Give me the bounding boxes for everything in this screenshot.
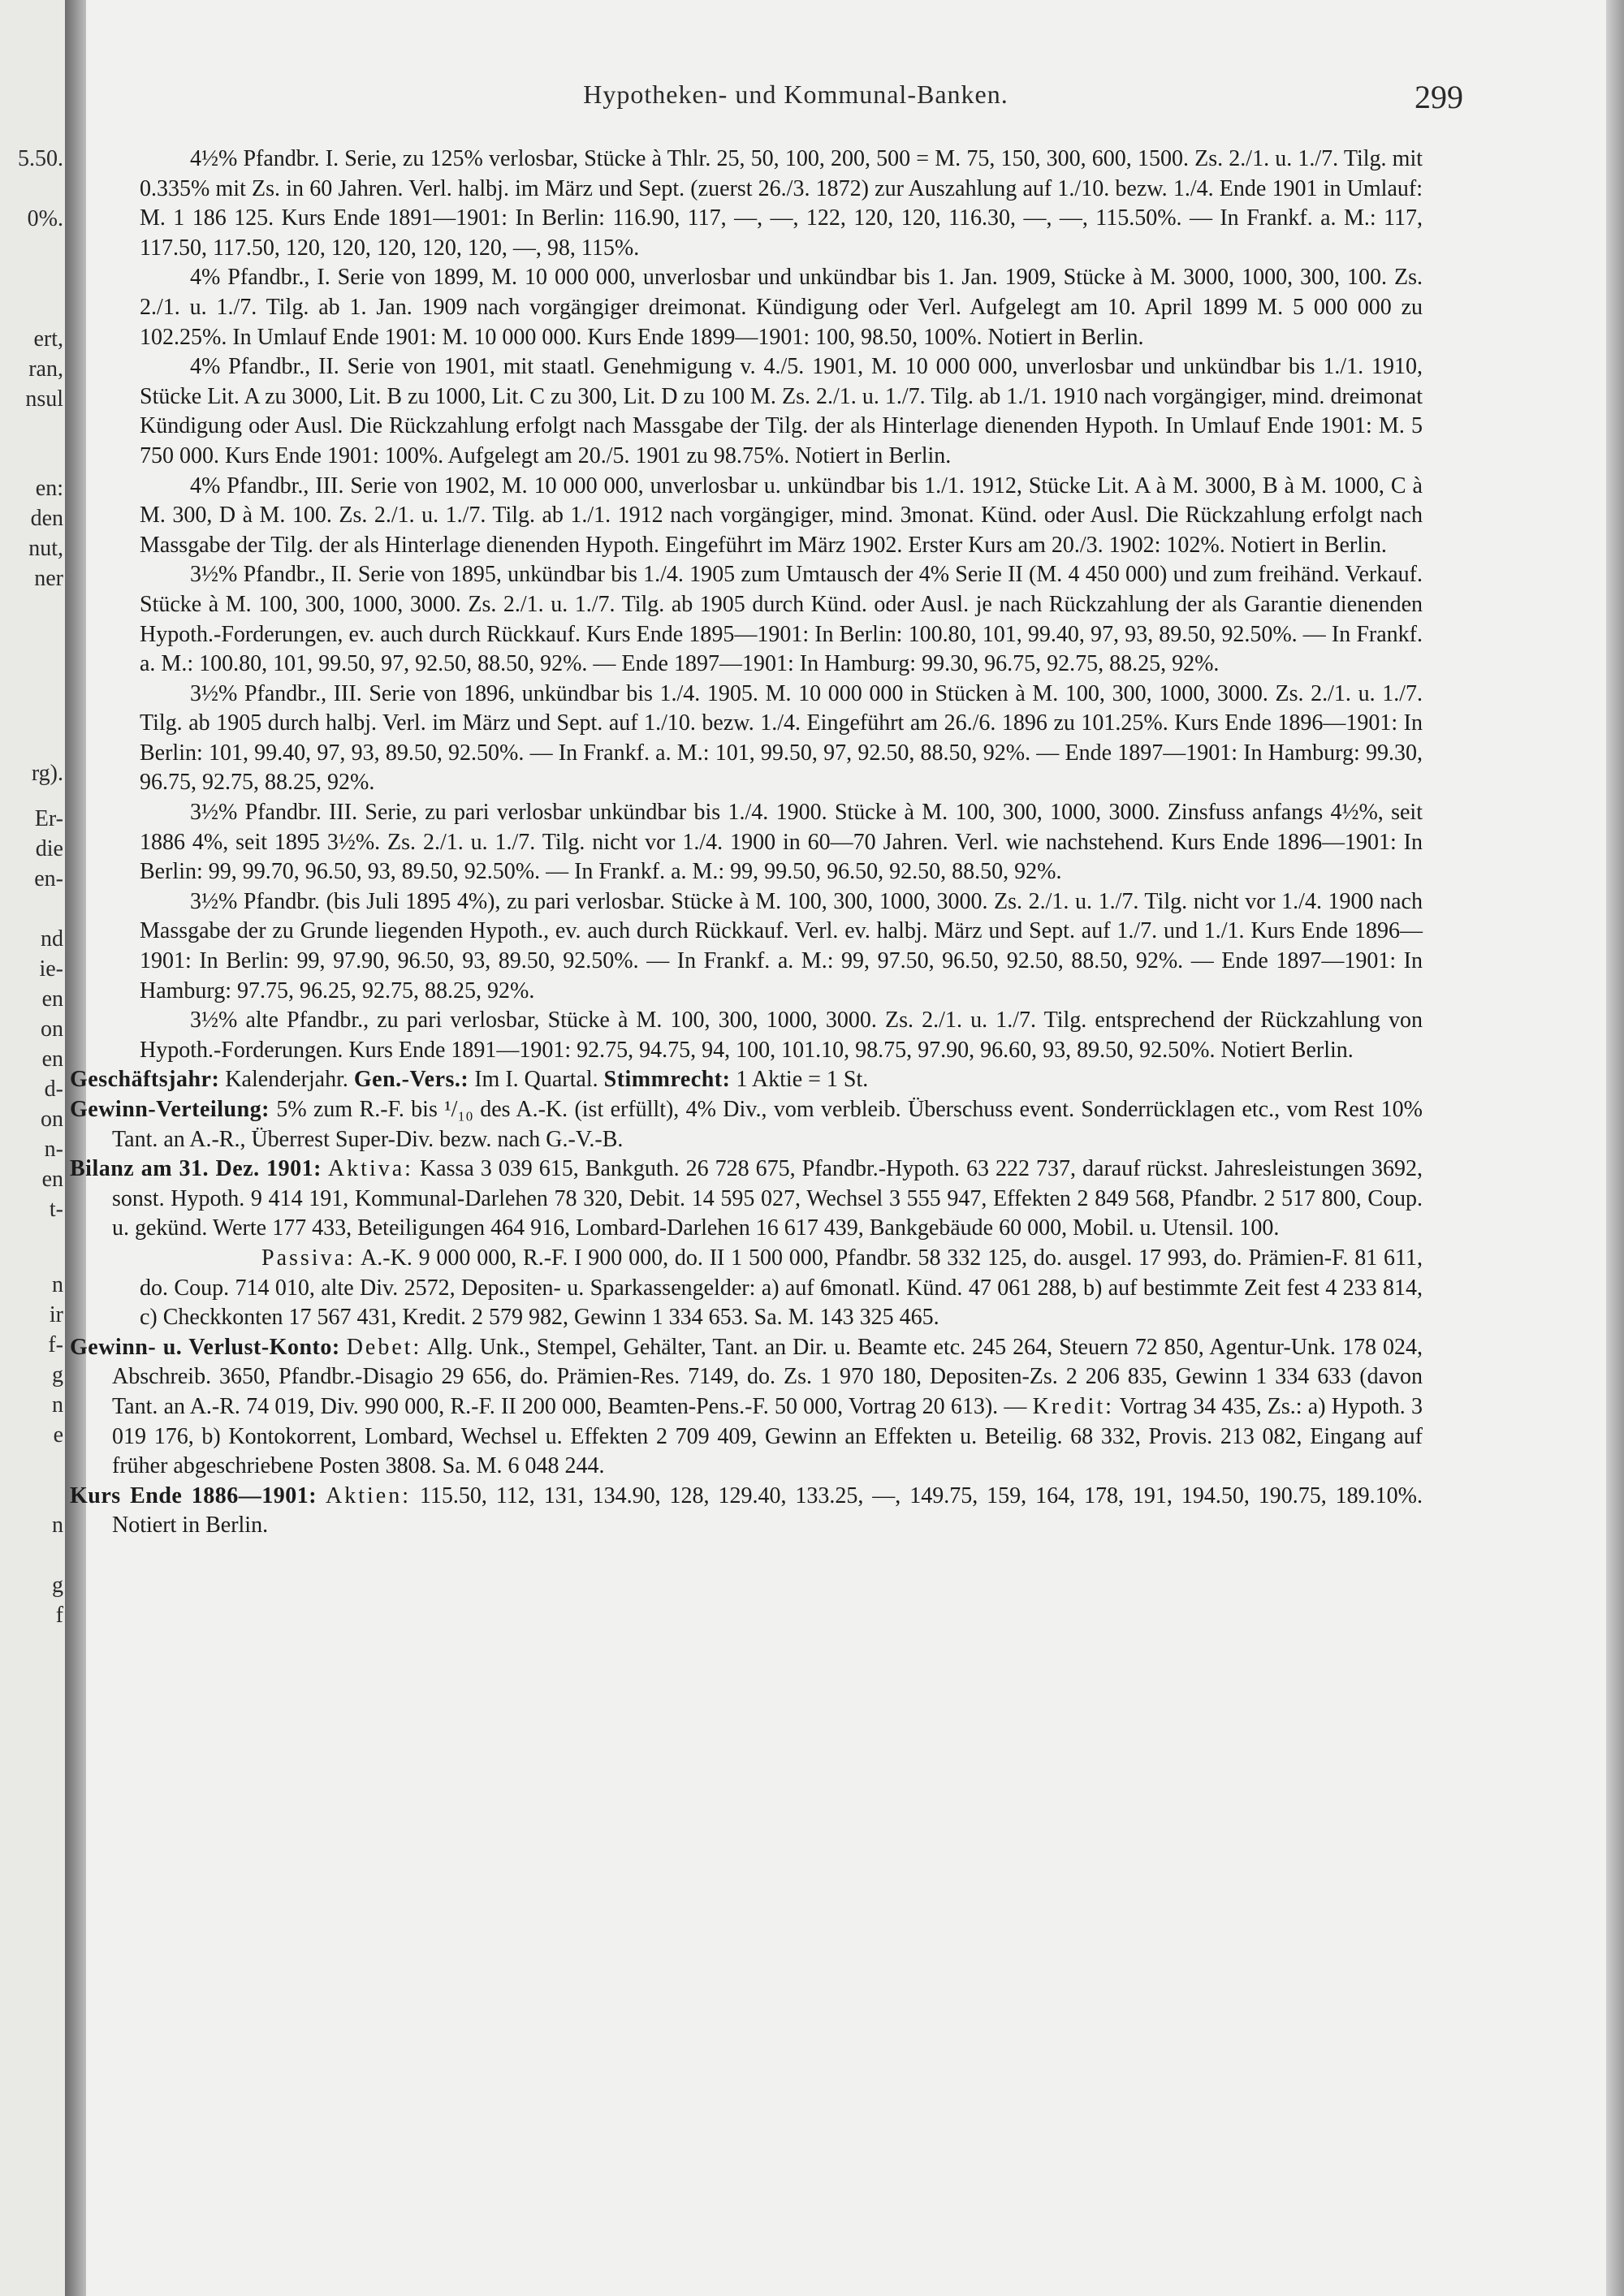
bond-series-paragraph: 3½% Pfandbr., II. Serie von 1895, unkündbar bis 1./4. 1905 zum Umtausch der 4% Serie II (M. 4 450 000) und zum freihänd. Verkauf. Stücke à M. 100, 300, 1000, 3000. Zs. 2./1. u. 1./7. Tilg. ab 1905 durch Künd. oder Ausl. je nach Rückzahlung der als Garantie dienenden Hypoth.-Forderungen, ev. auch durch Rückkauf. Kurs Ende 1895—1901: In Berlin: 100.80, 101, 99.40, 97, 93, 89.50, 92.50%. — In Frankf. a. M.: 100.80, 101, 99.50, 97, 92.50, 88.50, 92%. — Ende 1897—1901: In Hamburg: 99.30, 96.75, 92.75, 88.25, 92%. [140,562,1423,677]
document-body [70,145,1423,1541]
margin-fragment: en [41,986,63,1012]
bond-series-paragraph: 3½% alte Pfandbr., zu pari verlosbar, Stücke à M. 100, 300, 1000, 3000. Zs. 2./1. u. 1./7. Tilg. entsprechend der Rückzahlung von Hypoth.-Forderungen. Kurs Ende 1891—1901: 92.75, 94.75, 94, 100, 101.10, 98.75, 97.90, 96.60, 93, 89.50, 92.50%. Notiert Berlin. [140,1008,1423,1063]
margin-fragment: ran, [28,356,63,382]
margin-fragment: die [35,836,63,861]
margin-fragment: nut, [28,536,63,561]
margin-fragment: t- [49,1197,63,1222]
margin-fragment: f- [48,1332,63,1357]
stimmrecht-text: 1 Aktie = 1 St. [736,1067,869,1093]
genvers-text: Im I. Quartal. [474,1067,598,1093]
gewinn-verteilung-label: Gewinn-Verteilung: [70,1097,270,1122]
margin-fragment: e [53,1422,63,1448]
kurs-entry [70,1482,1423,1541]
passiva-paragraph [70,1244,1423,1333]
margin-fragment: 0%. [27,206,63,231]
margin-fragment: en [41,1167,63,1192]
bond-series-paragraph: 4% Pfandbr., II. Serie von 1901, mit staatl. Genehmigung v. 4./5. 1901, M. 10 000 000, unverlosbar und unkündbar bis 1./1. 1910, Stücke Lit. A zu 3000, Lit. B zu 1000, Lit. C zu 300, Lit. D zu 100 M. Zs. 2./1. u. 1./7. Tilg. ab 1./1. 1910 nach vorgängiger, mind. dreimonat Kündigung oder Ausl. Die Rückzahlung erfolgt nach Massgabe der Tilg. der als Hinterlage dienenden Hypoth. In Umlauf Ende 1901: M. 5 750 000. Kurs Ende 1901: 100%. Aufgelegt am 20./5. 1901 zu 98.75%. Notiert in Berlin. [140,354,1423,468]
margin-fragment: n- [44,1137,63,1162]
margin-fragment: on [41,1107,63,1132]
kurs-label: Kurs Ende 1886—1901: [70,1482,317,1508]
margin-fragment: ert, [33,326,63,352]
gewinn-verlust-label: Gewinn- u. Verlust-Konto: [70,1334,340,1360]
kurs-text: 115.50, 112, 131, 134.90, 128, 129.40, 133.25, —, 149.75, 159, 164, 178, 191, 194.50, 190.75, 189.10%. Notiert in Berlin. [112,1482,1423,1539]
margin-fragment: nd [41,926,63,952]
margin-fragment: en: [35,476,63,501]
adjacent-page-edge [0,0,65,2296]
bond-series-paragraph: 4½% Pfandbr. I. Serie, zu 125% verlosbar, Stücke à Thlr. 25, 50, 100, 200, 500 = M. 75, 150, 300, 600, 1500. Zs. 2./1. u. 1./7. Tilg. mit 0.335% mit Zs. in 60 Jahren. Verl. halbj. im März und Sept. (zuerst 26./3. 1872) zur Auszahlung auf 1./10. bezw. 1./4. Ende 1901 in Umlauf: M. 1 186 125. Kurs Ende 1891—1901: In Berlin: 116.90, 117, —, —, 122, 120, 120, 116.30, —, —, 115.50%. — In Frankf. a. M.: 117, 117.50, 117.50, 120, 120, 120, 120, 120, —, 98, 115%. [140,146,1423,261]
debet-text: Allg. Unk., Stempel, Gehälter, Tant. an Dir. u. Beamte etc. 245 264, Steuern 72 850, Agentur-Unk. 178 024, Abschreib. 3650, Pfandbr.-Disagio 29 656, do. Prämien-Res. 7149, do. Zs. 1 970 180, Depositen-Zs. 2 206 835, Gewinn 1 334 633 (davon Tant. an A.-R. 74 019, Div. 990 000, R.-F. II 200 000, Beamten-Pens.-F. 50 000, Vortrag 20 613). — [112,1334,1423,1419]
margin-fragment: n [52,1272,63,1297]
gewinn-verteilung-text: 5% zum R.-F. bis ¹/₁₀ des A.-K. (ist erfüllt), 4% Div., vom verbleib. Überschuss event. Sonderrücklagen etc., vom Rest 10% Tant. an A.-R., Überrest Super-Div. bezw. nach G.-V.-B. [112,1097,1423,1152]
margin-fragment: en- [34,866,63,891]
stimmrecht-label: Stimmrecht: [603,1067,731,1093]
aktiva-label: Aktiva: [327,1156,413,1182]
margin-fragment: en [41,1047,63,1072]
aktien-label: Aktien: [326,1482,412,1508]
margin-fragment: n [52,1392,63,1418]
margin-fragment: rg). [31,761,63,786]
bond-series-paragraph: 3½% Pfandbr., III. Serie von 1896, unkündbar bis 1./4. 1905. M. 10 000 000 in Stücken à M. 100, 300, 1000, 3000. Zs. 2./1. u. 1./7. Tilg. ab 1905 durch halbj. Verl. im März und Sept. auf 1./10. bezw. 1./4. Eingeführt am 26./6. 1896 zu 101.25%. Kurs Ende 1896—1901: In Berlin: 101, 99.40, 97, 93, 89.50, 92.50%. — In Frankf. a. M.: 101, 99.50, 97, 92.50, 88.50, 92%. — Ende 1897—1901: In Hamburg: 99.30, 96.75, 92.75, 88.25, 92%. [140,680,1423,796]
bilanz-label: Bilanz am 31. Dez. 1901: [70,1156,322,1182]
geschaeftsjahr-text: Kalenderjahr. [225,1067,348,1093]
margin-fragment: g [52,1362,63,1388]
margin-fragment: den [30,506,63,531]
margin-fragment: Er- [34,806,63,831]
passiva-label: Passiva: [261,1245,356,1271]
bond-series-paragraph: 4% Pfandbr., III. Serie von 1902, M. 10 000 000, unverlosbar u. unkündbar bis 1./1. 1912, Stücke Lit. A à M. 3000, B à M. 1000, C à M. 300, D à M. 100. Zs. 2./1. u. 1./7. Tilg. ab 1./1. 1912 nach vorgängiger, mind. 3monat. Künd. oder Ausl. Die Rückzahlung erfolgt nach Massgabe der Tilg. der als Hinterlage dienenden Hypoth. Eingeführt im März 1902. Erster Kurs am 20./3. 1902: 102%. Notiert in Berlin. [140,473,1423,558]
kredit-label: Kredit: [1032,1393,1114,1419]
margin-fragment: d- [44,1077,63,1102]
genvers-label: Gen.-Vers.: [353,1067,469,1093]
margin-fragment: ie- [39,956,63,982]
margin-fragment: n [52,1513,63,1538]
bilanz-entry [70,1154,1423,1244]
margin-fragment: nsul [25,386,63,412]
gewinn-verlust-entry [70,1333,1423,1482]
page-edge-shadow [1606,0,1624,2296]
geschaeftsjahr-entry [70,1065,1423,1095]
passiva-text: A.-K. 9 000 000, R.-F. I 900 000, do. II 1 500 000, Pfandbr. 58 332 125, do. ausgel. 17 993, do. Prämien-F. 81 611, do. Coup. 714 010, alte Div. 2572, Depositen- u. Sparkassengelder: a) auf 6monatl. Künd. 47 061 288, b) auf bestimmte Zeit fest 4 233 814, c) Checkkonten 17 567 431, Kredit. 2 579 982, Gewinn 1 334 653. Sa. M. 143 325 465. [140,1245,1423,1331]
bond-series-paragraph: 3½% Pfandbr. (bis Juli 1895 4%), zu pari verlosbar. Stücke à M. 100, 300, 1000, 3000. Zs. 2./1. u. 1./7. Tilg. nicht vor 1./4. 1900 nach Massgabe der zu Grunde liegenden Hypoth., ev. auch durch Rückkauf. Verl. ev. halbj. März und Sept. auf 1./7. und 1./1. Kurs Ende 1896—1901: In Berlin: 99, 97.90, 96.50, 93, 89.50, 92.50%. — In Frankf. a. M.: 99, 97.50, 96.50, 92.50, 88.50, 92%. — Ende 1897—1901: In Hamburg: 97.75, 96.25, 92.75, 88.25, 92%. [140,888,1423,1003]
debet-label: Debet: [346,1334,422,1360]
bond-series-paragraph: 3½% Pfandbr. III. Serie, zu pari verlosbar unkündbar bis 1./4. 1900. Stücke à M. 100, 300, 1000, 3000. Zinsfuss anfangs 4½%, seit 1886 4%, seit 1895 3½%. Zs. 2./1. u. 1./7. Tilg. nicht vor 1./4. 1900 in 60—70 Jahren. Verl. wie nachstehend. Kurs Ende 1896—1901: In Berlin: 99, 99.70, 96.50, 93, 89.50, 92.50%. — In Frankf. a. M.: 99, 99.50, 96.50, 92.50, 88.50, 92%. [140,800,1423,885]
geschaeftsjahr-label: Geschäftsjahr: [70,1067,220,1093]
bond-series-paragraph: 4% Pfandbr., I. Serie von 1899, M. 10 000 000, unverlosbar und unkündbar bis 1. Jan. 1909, Stücke à M. 3000, 1000, 300, 100. Zs. 2./1. u. 1./7. Tilg. ab 1. Jan. 1909 nach vorgängiger dreimonat. Kündigung oder Verl. Aufgelegt am 10. April 1899 M. 5 000 000 zu 102.25%. In Umlauf Ende 1901: M. 10 000 000. Kurs Ende 1899—1901: 100, 98.50, 100%. Notiert in Berlin. [140,265,1423,350]
page-title: Hypotheken- und Kommunal-Banken. [583,80,1009,109]
margin-fragment: ir [49,1302,63,1327]
margin-fragment: ner [34,566,63,591]
margin-fragment: g [52,1573,63,1598]
margin-fragment: f [55,1603,63,1628]
page-number: 299 [1415,79,1463,115]
gewinn-verteilung-entry [70,1095,1423,1154]
margin-fragment: 5.50. [18,146,63,171]
running-header [130,80,1462,110]
kredit-text: Vortrag 34 435, Zs.: a) Hypoth. 3 019 176, b) Kontokorrent, Lombard, Wechsel u. Effekten 2 709 409, Gewinn an Effekten u. Beteilig. 68 332, Provis. 213 082, Eingang auf früher abgeschriebene Posten 3808. Sa. M. 6 048 244. [112,1393,1423,1479]
margin-fragment: on [41,1016,63,1042]
aktiva-text: Kassa 3 039 615, Bankguth. 26 728 675, Pfandbr.-Hypoth. 63 222 737, darauf rückst. Jahresleistungen 3692, sonst. Hypoth. 9 414 191, Kommunal-Darlehen 78 320, Debit. 14 595 027, Wechsel 3 555 947, Effekten 2 849 568, Pfandbr. 2 517 800, Coup. u. gekünd. Werte 177 433, Beteiligungen 464 916, Lombard-Darlehen 16 617 439, Bankgebäude 60 000, Mobil. u. Utensil. 100. [112,1156,1423,1241]
